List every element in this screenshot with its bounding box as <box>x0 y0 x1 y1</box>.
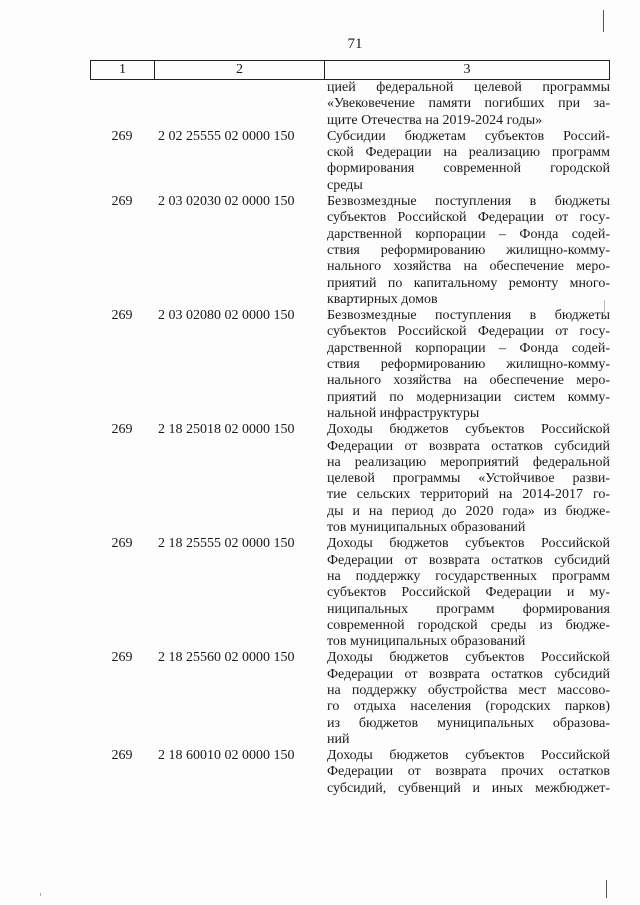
description-line: Доходы бюджетов субъектов Российской <box>327 536 610 552</box>
description-line: Федерации от возврата остатков субсидий <box>327 666 610 682</box>
scan-margin-mark <box>606 880 607 898</box>
description-line: квартирных домов <box>327 291 438 307</box>
continuation-row <box>90 80 610 129</box>
description-line: Федерации от возврата остатков субсидий <box>327 552 610 568</box>
description-line: Безвозмездные поступления в бюджеты <box>327 194 610 210</box>
description-line: ской Федерации на реализацию программ <box>327 145 610 161</box>
description-line: тие сельских территорий на 2014-2017 го- <box>327 487 610 503</box>
table-row <box>90 194 610 308</box>
description-line: дарственной корпорации – Фонда содей- <box>327 340 610 356</box>
row-code <box>154 80 324 129</box>
header-col-3: 3 <box>463 62 471 77</box>
description-line: на поддержку обустройства мест массово- <box>327 682 610 698</box>
description-line: среды <box>327 177 363 193</box>
header-col-2: 2 <box>155 61 325 79</box>
table-row <box>90 308 610 422</box>
description-line: формирования современной городской <box>327 161 610 177</box>
row-code: 2 03 02080 02 0000 150 <box>158 308 295 324</box>
row-description <box>324 748 610 797</box>
description-line: субъектов Российской Федерации и му- <box>327 585 610 601</box>
table-row <box>90 536 610 650</box>
row-code: 2 02 25555 02 0000 150 <box>158 128 295 144</box>
description-line: Субсидии бюджетам субъектов Россий- <box>327 128 610 144</box>
description-line: Федерации от возврата остатков субсидий <box>327 438 610 454</box>
row-number: 269 <box>111 536 133 552</box>
table-header <box>90 60 610 80</box>
description-line: цией федеральной целевой программы <box>327 80 610 95</box>
description-line: тов муниципальных образований <box>327 634 526 650</box>
row-description <box>324 129 610 194</box>
description-line: ствия реформированию жилищно-комму- <box>327 242 610 258</box>
row-description <box>324 194 610 308</box>
description-line: ниципальных программ формирования <box>327 601 610 617</box>
description-line: ды и на период до 2020 года» из бюдже- <box>327 503 610 519</box>
description-line: нальной инфраструктуры <box>327 405 480 421</box>
description-line: Доходы бюджетов субъектов Российской <box>327 422 610 438</box>
description-line: приятий по капитальному ремонту много- <box>327 275 610 291</box>
description-line: Безвозмездные поступления в бюджеты <box>327 308 610 324</box>
table-row <box>90 650 610 748</box>
description-line: приятий по модернизации систем комму- <box>327 389 610 405</box>
row-number: 269 <box>111 650 133 666</box>
description-line: субсидий, субвенций и иных межбюджет- <box>327 780 610 796</box>
row-code: 2 03 02030 02 0000 150 <box>158 194 295 210</box>
scan-margin-mark <box>40 893 41 896</box>
row-number: 269 <box>111 194 133 210</box>
description-line: современной городской среды из бюдже- <box>327 617 610 633</box>
row-description <box>324 308 610 422</box>
scan-margin-mark <box>604 300 605 316</box>
description-line: на реализацию мероприятий федеральной <box>327 454 610 470</box>
description-line: «Увековечение памяти погибших при за- <box>327 96 610 112</box>
header-col-1: 1 <box>91 61 155 79</box>
row-number: 269 <box>111 748 133 764</box>
description-line: целевой программы «Устойчивое разви- <box>327 471 610 487</box>
page-number: 71 <box>347 36 363 52</box>
row-code: 2 18 25560 02 0000 150 <box>158 650 295 666</box>
row-description <box>324 536 610 650</box>
table-body <box>90 80 610 797</box>
description-line: ствия реформированию жилищно-комму- <box>327 357 610 373</box>
row-code: 2 18 60010 02 0000 150 <box>158 748 295 764</box>
description-line: нального хозяйства на обеспечение меро- <box>327 373 610 389</box>
table-row <box>90 422 610 536</box>
description-line: на поддержку государственных программ <box>327 568 610 584</box>
table-row <box>90 748 610 797</box>
description-line: Федерации от возврата прочих остатков <box>327 764 610 780</box>
description-line: Доходы бюджетов субъектов Российской <box>327 650 610 666</box>
row-code: 2 18 25018 02 0000 150 <box>158 422 295 438</box>
scan-margin-mark <box>603 10 604 32</box>
row-code: 2 18 25555 02 0000 150 <box>158 536 295 552</box>
description-line: го отдыха населения (городских парков) <box>327 699 610 715</box>
row-description <box>324 80 610 129</box>
description-line: Доходы бюджетов субъектов Российской <box>327 748 610 764</box>
description-line: дарственной корпорации – Фонда содей- <box>327 226 610 242</box>
description-line: субъектов Российской Федерации от госу- <box>327 210 610 226</box>
description-line: тов муниципальных образований <box>327 520 526 536</box>
description-line: субъектов Российской Федерации от госу- <box>327 324 610 340</box>
table-row <box>90 129 610 194</box>
description-line: щите Отечества на 2019-2024 годы» <box>327 112 543 128</box>
row-number: 269 <box>111 128 133 144</box>
row-description <box>324 650 610 748</box>
description-line: из бюджетов муниципальных образова- <box>327 715 610 731</box>
row-number: 269 <box>111 308 133 324</box>
row-number <box>90 80 154 129</box>
row-number: 269 <box>111 422 133 438</box>
row-description <box>324 422 610 536</box>
description-line: ний <box>327 731 350 747</box>
description-line: нального хозяйства на обеспечение меро- <box>327 259 610 275</box>
